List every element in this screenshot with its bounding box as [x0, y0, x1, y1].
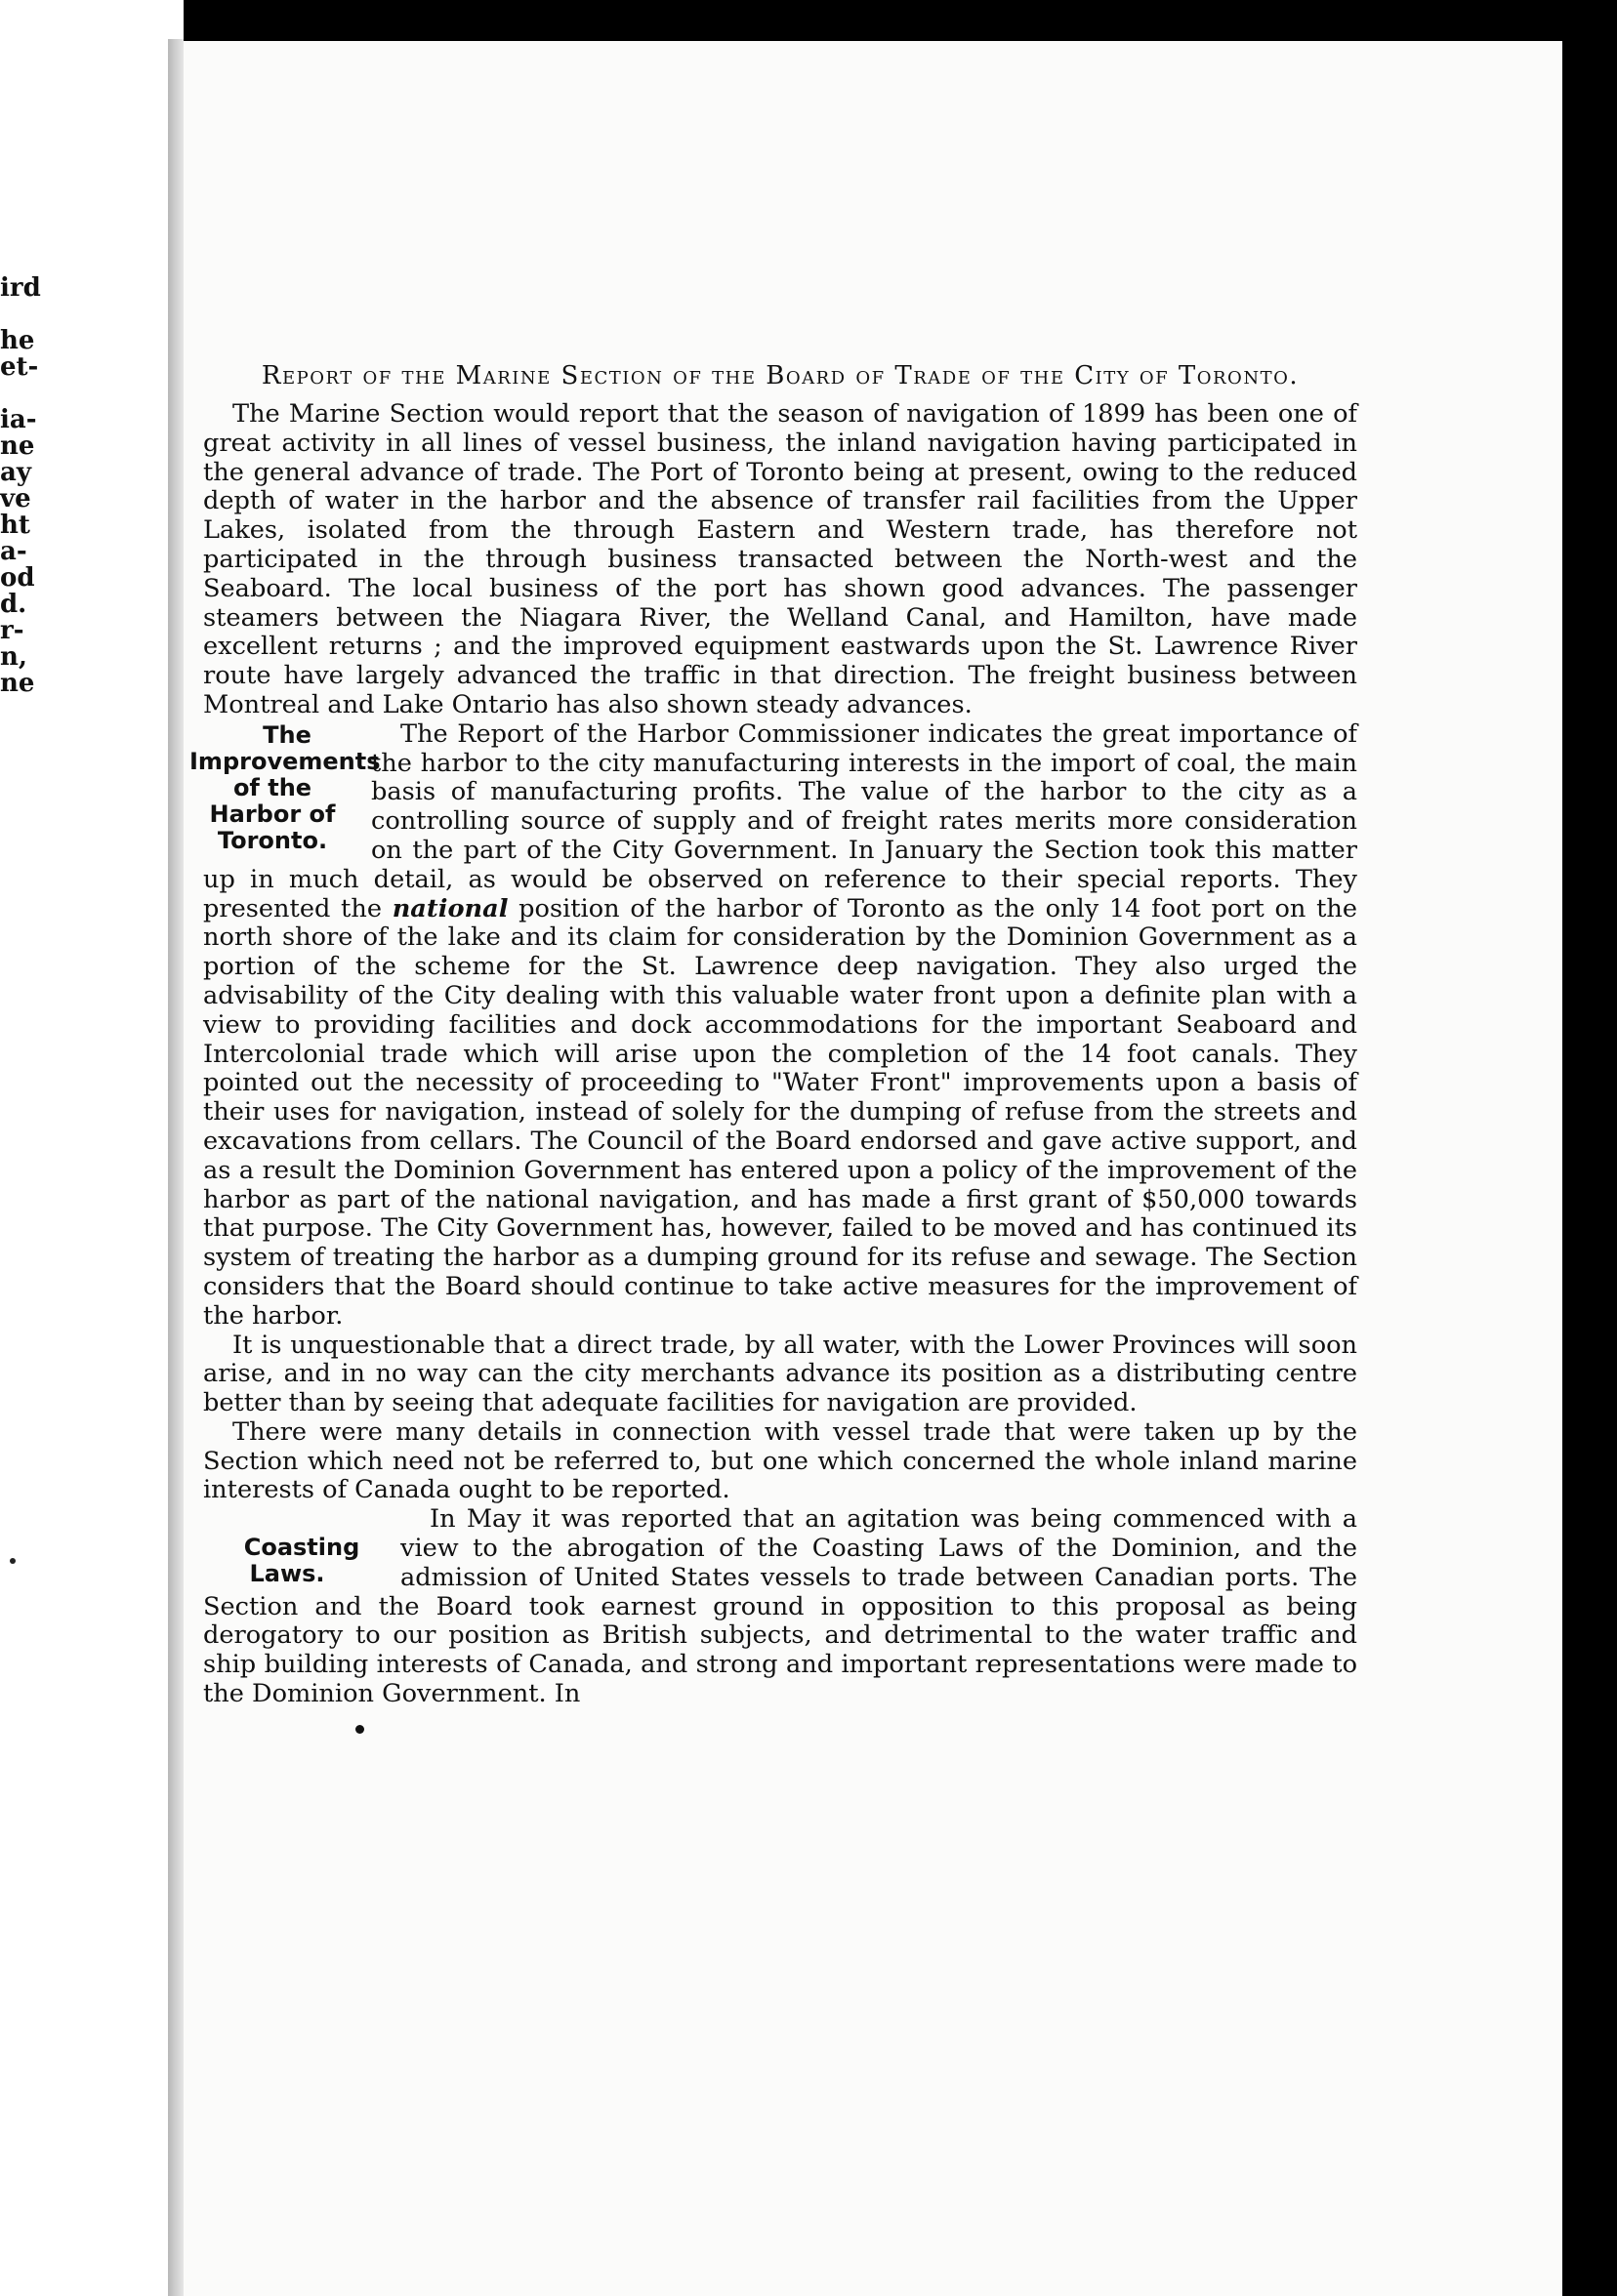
- margin-fragment: [0, 302, 59, 328]
- paragraph-coasting-text: In May it was reported that an agitation was being commenced with a view to the abrogation of the Coasting Laws of the Dominion, and the admission of United States vessels to trade between Canadian ports. The Section and the Board took earnest ground in opposition to this proposal as being derogatory to our position as British subjects, and detrimental to the water traffic and ship building interests of Canada, and strong and important representations were made to the Dominion Government. In: [203, 1504, 1357, 1709]
- margin-fragment: he: [0, 326, 35, 355]
- margin-fragment: [0, 381, 59, 407]
- paragraph-harbor: [189, 718, 1357, 1332]
- margin-fragment: ne: [0, 431, 35, 461]
- previous-page-edge: [0, 0, 184, 2296]
- paragraph-direct-trade: It is unquestionable that a direct trade, by all water, with the Lower Provinces will soon arise, and in no way can the city merchants advance its position as a distributing centre better than by seeing that adequate facilities for navigation are provided.: [203, 1330, 1357, 1418]
- margin-fragment: d.: [0, 590, 27, 619]
- margin-fragment: a-: [0, 537, 27, 566]
- margin-fragment: r-: [0, 616, 24, 645]
- margin-dot: [10, 1558, 16, 1564]
- paragraph-harbor-text-a: The Report of the Harbor Commissioner indicates the great importance of the harbor to the city manufacturing interests in the import of coal, the main basis of manufacturing profits. The value of the harbor to the city as a controlling source of supply and of freight rates merits more consideration on the part of the City Government. In January the Section took this matter up in much detail, as would be observed on reference to their special reports. They presented the: [203, 718, 1357, 923]
- paragraph-season: The Marine Section would report that the season of navigation of 1899 has been one of great activity in all lines of vessel business, the inland navigation having participated in the general advance of trade. The Port of Toronto being at present, owing to the reduced depth of water in the harbor and the absence of transfer rail facilities from the Upper Lakes, isolated from the through Eastern and Western trade, has therefore not participated in the through business transacted between the North-west and the Seaboard. The local business of the port has shown good advances. The passenger steamers between the Niagara River, the Welland Canal, and Hamilton, have made excellent returns ; and the improved equipment eastwards upon the St. Lawrence River route have largely advanced the traffic in that direction. The freight business between Montreal and Lake Ontario has also shown steady advances.: [203, 399, 1357, 719]
- scan-top-border: [184, 0, 1562, 41]
- paragraph-harbor-text-b: position of the harbor of Toronto as the only 14 foot port on the north shore of the lake and its claim for consideration by the Dominion Government as a portion of the scheme for the St. Lawrence deep navigation. They also urged the advisability of the City dealing with this valuable water front upon a definite plan with a view to providing facilities and dock accommodations for the important Seaboard and Intercolonial trade which will arise upon the completion of the 14 foot canals. They pointed out the necessity of proceeding to "Water Front" improvements upon a basis of their uses for navigation, instead of solely for the dumping of refuse from the streets and excavations from cellars. The Council of the Board endorsed and gave active support, and as a result the Dominion Government has entered upon a policy of the improvement of the harbor as part of the national navigation, and has made a first grant of $50,000 towards that purpose. The City Government has, however, failed to be moved and has continued its system of treating the harbor as a dumping ground for its refuse and sewage. The Section considers that the Board should continue to take active measures for the improvement of the harbor.: [203, 893, 1357, 1331]
- margin-fragment: ht: [0, 511, 30, 540]
- margin-fragment: ird: [0, 273, 41, 303]
- margin-fragment: ia-: [0, 405, 37, 434]
- sidenote-coasting-laws: Coasting Laws.: [243, 1534, 360, 1588]
- margin-fragment: ne: [0, 669, 35, 698]
- paragraph-vessel-details: There were many details in connection with vessel trade that were taken up by the Section which need not be referred to, but one which concerned the whole inland marine interests of Canada ought to be reported.: [203, 1416, 1357, 1505]
- paragraph-coasting-laws: [203, 1505, 1357, 1709]
- margin-fragment: et-: [0, 352, 39, 382]
- margin-fragment: n,: [0, 642, 27, 672]
- book-gutter: [168, 39, 184, 2296]
- scan-right-border: [1562, 0, 1617, 2296]
- margin-fragment: od: [0, 563, 35, 593]
- margin-fragment: ve: [0, 484, 31, 513]
- margin-fragment: ay: [0, 458, 31, 487]
- margin-bullet: [355, 1725, 364, 1734]
- previous-page-text-fragments: [0, 275, 59, 697]
- report-title: Report of the Marine Section of the Board of Trade of the City of Toronto.: [261, 361, 1300, 390]
- report-body: [189, 357, 1357, 1709]
- sidenote-harbor-improvements: The Improvements of the Harbor of Toronto.: [189, 720, 381, 854]
- paragraph-harbor-emphasis: national: [392, 893, 509, 923]
